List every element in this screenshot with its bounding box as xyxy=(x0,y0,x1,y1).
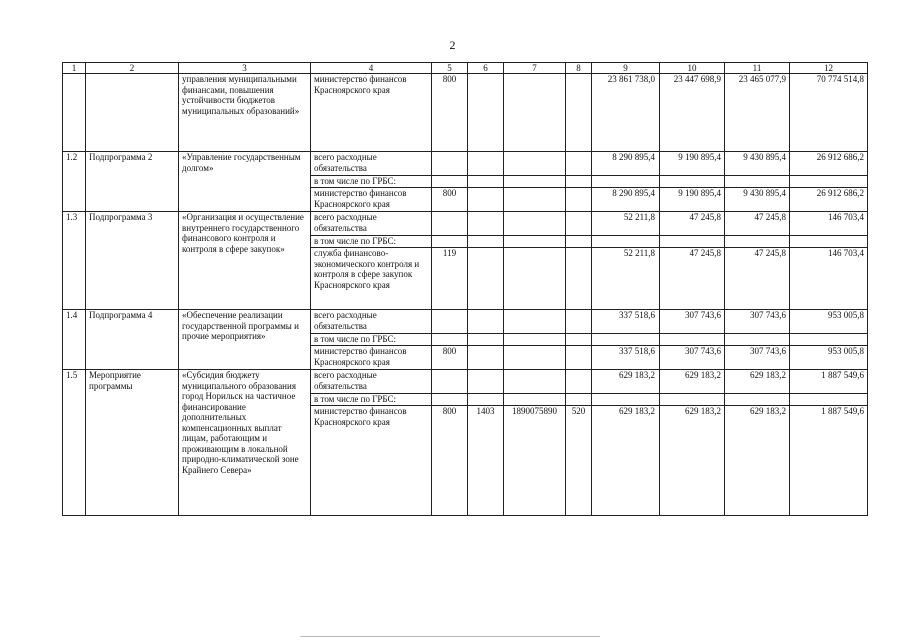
cell-grbs: 119 xyxy=(432,248,468,310)
cell-total: 1 887 549,6 xyxy=(790,406,868,516)
cell-csr xyxy=(504,236,566,248)
budget-table xyxy=(62,62,868,516)
cell-y2: 9 190 895,4 xyxy=(660,188,725,212)
cell-y3: 9 430 895,4 xyxy=(725,188,790,212)
cell-total: 146 703,4 xyxy=(790,212,868,236)
cell-grbs: 800 xyxy=(432,188,468,212)
column-number: 11 xyxy=(725,63,790,74)
column-number: 5 xyxy=(432,63,468,74)
row-type: Мероприятие программы xyxy=(86,370,179,516)
column-number: 2 xyxy=(86,63,179,74)
row-number: 1.3 xyxy=(63,212,86,310)
cell-csr xyxy=(504,74,566,152)
row-number xyxy=(63,74,86,152)
cell-grbs: 800 xyxy=(432,406,468,516)
row-name: «Управление государственным долгом» xyxy=(179,152,311,212)
row-name: «Организация и осуществление внутреннего государственного финансового контроля и контроля в сфере закупок» xyxy=(179,212,311,310)
cell-rzpr xyxy=(468,212,504,236)
cell-item: всего расходные обязательства xyxy=(311,310,432,334)
cell-csr xyxy=(504,334,566,346)
cell-y1: 8 290 895,4 xyxy=(592,188,660,212)
row-type: Подпрограмма 2 xyxy=(86,152,179,212)
cell-y2 xyxy=(660,236,725,248)
row-type: Подпрограмма 4 xyxy=(86,310,179,370)
cell-vr xyxy=(566,394,592,406)
cell-csr xyxy=(504,346,566,370)
column-number-row xyxy=(63,63,868,74)
cell-y2 xyxy=(660,394,725,406)
cell-total: 953 005,8 xyxy=(790,346,868,370)
cell-total xyxy=(790,394,868,406)
cell-y1: 337 518,6 xyxy=(592,310,660,334)
cell-y3 xyxy=(725,176,790,188)
column-number: 9 xyxy=(592,63,660,74)
cell-total: 1 887 549,6 xyxy=(790,370,868,394)
cell-item: министерство финансов Красноярского края xyxy=(311,346,432,370)
cell-csr xyxy=(504,248,566,310)
cell-y2 xyxy=(660,334,725,346)
cell-vr xyxy=(566,212,592,236)
page-number: 2 xyxy=(449,38,456,52)
cell-y1 xyxy=(592,176,660,188)
cell-y1: 8 290 895,4 xyxy=(592,152,660,176)
cell-item: в том числе по ГРБС: xyxy=(311,236,432,248)
cell-item: всего расходные обязательства xyxy=(311,370,432,394)
cell-csr xyxy=(504,370,566,394)
cell-item: всего расходные обязательства xyxy=(311,152,432,176)
row-number: 1.5 xyxy=(63,370,86,516)
cell-rzpr xyxy=(468,394,504,406)
cell-rzpr xyxy=(468,236,504,248)
cell-y2: 23 447 698,9 xyxy=(660,74,725,152)
cell-item: в том числе по ГРБС: xyxy=(311,334,432,346)
row-name: «Обеспечение реализации государственной программы и прочие мероприятия» xyxy=(179,310,311,370)
cell-item: министерство финансов Красноярского края xyxy=(311,406,432,516)
cell-vr xyxy=(566,176,592,188)
cell-y1: 337 518,6 xyxy=(592,346,660,370)
cell-total: 70 774 514,8 xyxy=(790,74,868,152)
cell-vr xyxy=(566,346,592,370)
cell-item: служба финансово-экономического контроля и контроля в сфере закупок Красноярского края xyxy=(311,248,432,310)
cell-y1: 629 183,2 xyxy=(592,406,660,516)
cell-y1 xyxy=(592,236,660,248)
table-row xyxy=(63,370,868,394)
cell-vr: 520 xyxy=(566,406,592,516)
cell-y3: 629 183,2 xyxy=(725,370,790,394)
footer-line xyxy=(300,636,600,637)
cell-csr xyxy=(504,310,566,334)
cell-grbs: 800 xyxy=(432,74,468,152)
row-number: 1.4 xyxy=(63,310,86,370)
cell-vr xyxy=(566,310,592,334)
cell-grbs xyxy=(432,394,468,406)
cell-y1: 629 183,2 xyxy=(592,370,660,394)
cell-y3: 47 245,8 xyxy=(725,248,790,310)
cell-item: министерство финансов Красноярского края xyxy=(311,74,432,152)
cell-grbs xyxy=(432,310,468,334)
cell-csr xyxy=(504,188,566,212)
table-row xyxy=(63,310,868,334)
cell-csr xyxy=(504,212,566,236)
cell-y1: 52 211,8 xyxy=(592,212,660,236)
row-number: 1.2 xyxy=(63,152,86,212)
cell-rzpr xyxy=(468,310,504,334)
cell-total: 953 005,8 xyxy=(790,310,868,334)
cell-y1: 52 211,8 xyxy=(592,248,660,310)
row-name: «Субсидия бюджету муниципального образования город Норильск на частичное финансирование дополнительных компенсационных выплат лицам, работающим и проживающим в локальной природно-климатической зоне Крайнего Севера» xyxy=(179,370,311,516)
cell-vr xyxy=(566,248,592,310)
cell-y3 xyxy=(725,334,790,346)
cell-grbs xyxy=(432,176,468,188)
cell-rzpr xyxy=(468,176,504,188)
table-row xyxy=(63,152,868,176)
column-number: 7 xyxy=(504,63,566,74)
cell-y3: 9 430 895,4 xyxy=(725,152,790,176)
cell-csr: 1890075890 xyxy=(504,406,566,516)
cell-y1 xyxy=(592,334,660,346)
cell-vr xyxy=(566,74,592,152)
cell-item: всего расходные обязательства xyxy=(311,212,432,236)
cell-vr xyxy=(566,236,592,248)
cell-total: 26 912 686,2 xyxy=(790,188,868,212)
cell-csr xyxy=(504,394,566,406)
cell-y2 xyxy=(660,176,725,188)
cell-item: в том числе по ГРБС: xyxy=(311,176,432,188)
cell-rzpr xyxy=(468,152,504,176)
cell-vr xyxy=(566,334,592,346)
table-row xyxy=(63,212,868,236)
row-name: управления муниципальными финансами, повышения устойчивости бюджетов муниципальных образований» xyxy=(179,74,311,152)
cell-rzpr xyxy=(468,74,504,152)
cell-item: в том числе по ГРБС: xyxy=(311,394,432,406)
cell-vr xyxy=(566,370,592,394)
cell-y3 xyxy=(725,236,790,248)
cell-y3: 307 743,6 xyxy=(725,310,790,334)
cell-rzpr xyxy=(468,334,504,346)
column-number: 8 xyxy=(566,63,592,74)
cell-y2: 9 190 895,4 xyxy=(660,152,725,176)
cell-grbs xyxy=(432,370,468,394)
cell-item: министерство финансов Красноярского края xyxy=(311,188,432,212)
cell-grbs xyxy=(432,152,468,176)
cell-grbs xyxy=(432,236,468,248)
cell-y2: 307 743,6 xyxy=(660,310,725,334)
cell-y2: 307 743,6 xyxy=(660,346,725,370)
cell-rzpr xyxy=(468,346,504,370)
cell-y3 xyxy=(725,394,790,406)
cell-total xyxy=(790,334,868,346)
column-number: 6 xyxy=(468,63,504,74)
cell-rzpr xyxy=(468,248,504,310)
cell-grbs xyxy=(432,212,468,236)
cell-csr xyxy=(504,176,566,188)
column-number: 10 xyxy=(660,63,725,74)
cell-y3: 307 743,6 xyxy=(725,346,790,370)
cell-rzpr xyxy=(468,188,504,212)
row-type xyxy=(86,74,179,152)
column-number: 1 xyxy=(63,63,86,74)
cell-total xyxy=(790,236,868,248)
cell-rzpr: 1403 xyxy=(468,406,504,516)
cell-y1: 23 861 738,0 xyxy=(592,74,660,152)
cell-total xyxy=(790,176,868,188)
cell-y3: 629 183,2 xyxy=(725,406,790,516)
cell-y3: 23 465 077,9 xyxy=(725,74,790,152)
cell-grbs xyxy=(432,334,468,346)
cell-total: 26 912 686,2 xyxy=(790,152,868,176)
cell-total: 146 703,4 xyxy=(790,248,868,310)
table-row xyxy=(63,74,868,152)
cell-y2: 47 245,8 xyxy=(660,248,725,310)
cell-y3: 47 245,8 xyxy=(725,212,790,236)
column-number: 4 xyxy=(311,63,432,74)
cell-vr xyxy=(566,188,592,212)
cell-y1 xyxy=(592,394,660,406)
cell-rzpr xyxy=(468,370,504,394)
cell-y2: 629 183,2 xyxy=(660,406,725,516)
cell-grbs: 800 xyxy=(432,346,468,370)
cell-y2: 629 183,2 xyxy=(660,370,725,394)
cell-y2: 47 245,8 xyxy=(660,212,725,236)
column-number: 3 xyxy=(179,63,311,74)
cell-vr xyxy=(566,152,592,176)
row-type: Подпрограмма 3 xyxy=(86,212,179,310)
cell-csr xyxy=(504,152,566,176)
column-number: 12 xyxy=(790,63,868,74)
